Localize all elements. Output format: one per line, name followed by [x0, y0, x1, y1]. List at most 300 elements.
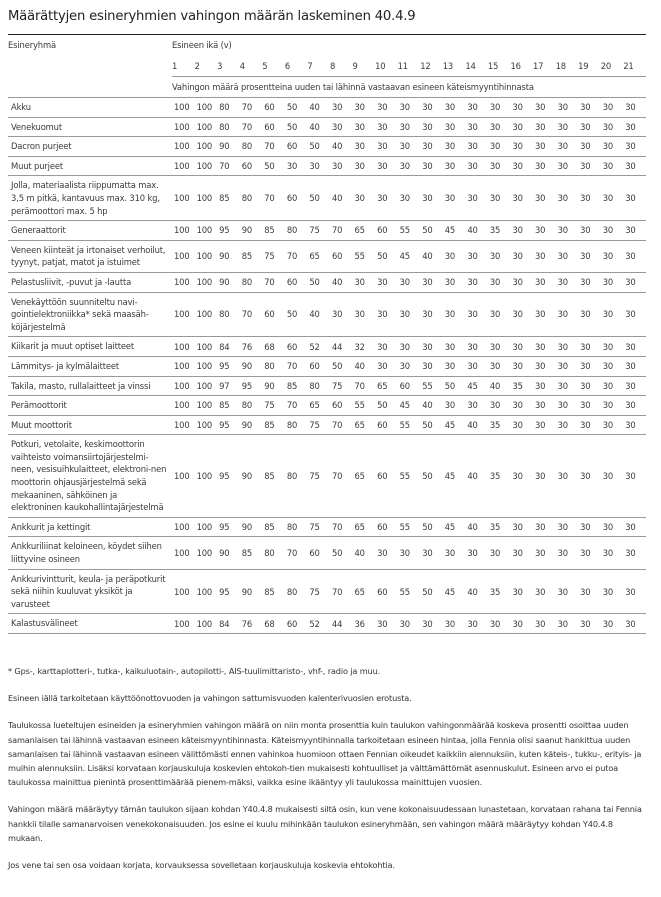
item-group-name: Akku [8, 98, 172, 118]
percentage-cell: 30 [623, 376, 646, 396]
percentage-cell: 30 [556, 376, 579, 396]
percentage-cell: 30 [398, 156, 421, 176]
age-column-label: 14 [465, 55, 488, 77]
percentage-cell: 30 [533, 517, 556, 537]
percentage-cell: 90 [240, 221, 263, 241]
percentage-cell: 100 [172, 415, 195, 435]
percentage-cell: 35 [488, 435, 511, 518]
percentage-cell: 100 [195, 292, 218, 337]
table-subtitle: Vahingon määrä prosentteina uuden tai lähinnä vastaavan esineen käteismyyntihinnasta [172, 77, 646, 98]
percentage-cell: 30 [533, 614, 556, 634]
percentage-cell: 30 [420, 537, 443, 569]
table-row [8, 537, 646, 569]
percentage-cell: 30 [510, 240, 533, 272]
percentage-cell: 30 [578, 356, 601, 376]
percentage-cell: 85 [262, 569, 285, 614]
percentage-cell: 30 [488, 137, 511, 157]
percentage-cell: 30 [510, 396, 533, 416]
percentage-cell: 30 [601, 221, 624, 241]
table-row [8, 415, 646, 435]
percentage-cell: 30 [601, 415, 624, 435]
percentage-cell: 30 [443, 156, 466, 176]
percentage-cell: 30 [623, 117, 646, 137]
percentage-cell: 90 [240, 415, 263, 435]
item-group-name: Venekäyttöön suunniteltu navi-gointielektroniikka* sekä maasäh-köjärjestelmä [8, 292, 172, 337]
percentage-cell: 30 [420, 614, 443, 634]
percentage-cell: 30 [510, 292, 533, 337]
percentage-cell: 40 [330, 272, 353, 292]
percentage-cell: 90 [217, 137, 240, 157]
page-title: Määrättyjen esineryhmien vahingon määrän laskeminen 40.4.9 [8, 9, 416, 24]
percentage-cell: 35 [488, 517, 511, 537]
percentage-cell: 65 [353, 415, 376, 435]
percentage-cell: 30 [465, 272, 488, 292]
percentage-cell: 80 [217, 98, 240, 118]
table-row [8, 517, 646, 537]
percentage-cell: 40 [307, 98, 330, 118]
percentage-cell: 30 [510, 415, 533, 435]
percentage-cell: 100 [195, 614, 218, 634]
percentage-cell: 30 [375, 156, 398, 176]
percentage-cell: 95 [217, 356, 240, 376]
percentage-cell: 30 [375, 337, 398, 357]
percentage-cell: 30 [420, 117, 443, 137]
percentage-cell: 30 [623, 415, 646, 435]
percentage-cell: 100 [195, 240, 218, 272]
percentage-cell: 90 [240, 517, 263, 537]
percentage-cell: 30 [556, 240, 579, 272]
percentage-cell: 30 [353, 156, 376, 176]
percentage-cell: 50 [420, 517, 443, 537]
percentage-cell: 30 [510, 156, 533, 176]
percentage-cell: 30 [375, 356, 398, 376]
percentage-cell: 30 [510, 614, 533, 634]
percentage-cell: 40 [420, 396, 443, 416]
percentage-cell: 30 [556, 356, 579, 376]
percentage-cell: 60 [285, 614, 308, 634]
percentage-cell: 45 [465, 376, 488, 396]
table-row [8, 376, 646, 396]
percentage-cell: 60 [262, 98, 285, 118]
percentage-cell: 100 [172, 376, 195, 396]
percentage-cell: 30 [510, 176, 533, 221]
percentage-cell: 80 [240, 272, 263, 292]
percentage-cell: 30 [623, 156, 646, 176]
header-spacer [8, 77, 172, 98]
item-group-name: Perämoottorit [8, 396, 172, 416]
percentage-cell: 30 [420, 292, 443, 337]
percentage-cell: 30 [488, 240, 511, 272]
percentage-cell: 100 [195, 337, 218, 357]
percentage-cell: 30 [578, 221, 601, 241]
percentage-cell: 76 [240, 614, 263, 634]
percentage-cell: 70 [240, 98, 263, 118]
percentage-cell: 30 [533, 435, 556, 518]
percentage-cell: 55 [398, 415, 421, 435]
percentage-cell: 80 [240, 396, 263, 416]
header-spacer [8, 55, 172, 77]
percentage-cell: 55 [420, 376, 443, 396]
percentage-cell: 100 [195, 415, 218, 435]
percentage-cell: 52 [307, 337, 330, 357]
percentage-cell: 30 [601, 569, 624, 614]
percentage-cell: 32 [353, 337, 376, 357]
percentage-cell: 30 [488, 156, 511, 176]
age-column-label: 3 [217, 55, 240, 77]
percentage-cell: 30 [330, 98, 353, 118]
percentage-cell: 30 [556, 517, 579, 537]
percentage-cell: 30 [623, 396, 646, 416]
percentage-cell: 90 [240, 435, 263, 518]
percentage-cell: 44 [330, 614, 353, 634]
percentage-cell: 100 [172, 614, 195, 634]
percentage-cell: 30 [488, 356, 511, 376]
percentage-cell: 50 [420, 569, 443, 614]
percentage-cell: 30 [578, 517, 601, 537]
percentage-cell: 80 [285, 517, 308, 537]
percentage-cell: 40 [465, 435, 488, 518]
percentage-cell: 80 [262, 537, 285, 569]
percentage-cell: 100 [172, 176, 195, 221]
percentage-cell: 30 [578, 98, 601, 118]
percentage-cell: 45 [443, 569, 466, 614]
percentage-cell: 95 [217, 435, 240, 518]
percentage-cell: 30 [353, 176, 376, 221]
percentage-cell: 30 [533, 376, 556, 396]
percentage-cell: 30 [578, 117, 601, 137]
depreciation-table [8, 34, 646, 634]
age-column-label: 16 [510, 55, 533, 77]
percentage-cell: 44 [330, 337, 353, 357]
percentage-cell: 50 [420, 415, 443, 435]
percentage-cell: 30 [375, 537, 398, 569]
percentage-cell: 30 [443, 272, 466, 292]
percentage-cell: 30 [556, 435, 579, 518]
percentage-cell: 30 [623, 221, 646, 241]
percentage-cell: 30 [443, 396, 466, 416]
percentage-cell: 30 [510, 117, 533, 137]
item-group-name: Ankkurit ja kettingit [8, 517, 172, 537]
item-group-name: Ankkuriliinat keloineen, köydet siihen liittyvine osineen [8, 537, 172, 569]
percentage-cell: 30 [510, 435, 533, 518]
percentage-cell: 30 [488, 614, 511, 634]
percentage-cell: 30 [556, 415, 579, 435]
percentage-cell: 30 [443, 356, 466, 376]
percentage-cell: 30 [623, 337, 646, 357]
percentage-cell: 52 [307, 614, 330, 634]
percentage-cell: 60 [285, 176, 308, 221]
percentage-cell: 100 [172, 435, 195, 518]
percentage-cell: 30 [533, 356, 556, 376]
item-group-name: Pelastusliivit, -puvut ja -lautta [8, 272, 172, 292]
percentage-cell: 50 [307, 137, 330, 157]
table-row [8, 221, 646, 241]
percentage-cell: 95 [240, 376, 263, 396]
table-row [8, 614, 646, 634]
percentage-cell: 70 [217, 156, 240, 176]
percentage-cell: 85 [262, 435, 285, 518]
percentage-cell: 65 [307, 396, 330, 416]
percentage-cell: 30 [623, 614, 646, 634]
age-column-label: 10 [375, 55, 398, 77]
item-group-name: Venekuomut [8, 117, 172, 137]
percentage-cell: 100 [172, 240, 195, 272]
percentage-cell: 70 [330, 435, 353, 518]
table-row [8, 337, 646, 357]
percentage-cell: 30 [443, 117, 466, 137]
percentage-cell: 100 [195, 117, 218, 137]
percentage-cell: 70 [330, 221, 353, 241]
percentage-cell: 30 [556, 137, 579, 157]
percentage-cell: 35 [488, 569, 511, 614]
table-row [8, 435, 646, 518]
percentage-cell: 30 [420, 137, 443, 157]
percentage-cell: 30 [420, 176, 443, 221]
percentage-cell: 30 [601, 176, 624, 221]
percentage-cell: 30 [398, 117, 421, 137]
percentage-cell: 95 [217, 221, 240, 241]
percentage-cell: 30 [375, 272, 398, 292]
percentage-cell: 100 [195, 569, 218, 614]
percentage-cell: 30 [330, 117, 353, 137]
percentage-cell: 60 [262, 292, 285, 337]
percentage-cell: 65 [375, 376, 398, 396]
table-row [8, 569, 646, 614]
percentage-cell: 100 [195, 272, 218, 292]
percentage-cell: 30 [623, 569, 646, 614]
table-row [8, 176, 646, 221]
percentage-cell: 30 [556, 156, 579, 176]
percentage-cell: 30 [375, 176, 398, 221]
percentage-cell: 36 [353, 614, 376, 634]
percentage-cell: 100 [172, 292, 195, 337]
percentage-cell: 30 [533, 221, 556, 241]
percentage-cell: 30 [353, 117, 376, 137]
percentage-cell: 85 [262, 221, 285, 241]
item-group-name: Ankkurivintturit, keula- ja peräpotkurit sekä niihin kuuluvat yksiköt ja varusteet [8, 569, 172, 614]
percentage-cell: 30 [623, 98, 646, 118]
age-column-label: 18 [556, 55, 579, 77]
percentage-cell: 80 [285, 221, 308, 241]
percentage-cell: 30 [578, 537, 601, 569]
age-column-label: 1 [172, 55, 195, 77]
age-column-label: 11 [398, 55, 421, 77]
percentage-cell: 30 [510, 517, 533, 537]
percentage-cell: 30 [578, 337, 601, 357]
percentage-cell: 30 [398, 292, 421, 337]
percentage-cell: 30 [443, 337, 466, 357]
percentage-cell: 30 [465, 614, 488, 634]
percentage-cell: 30 [488, 337, 511, 357]
percentage-cell: 30 [578, 376, 601, 396]
percentage-cell: 35 [488, 415, 511, 435]
item-group-name: Potkuri, vetolaite, keskimoottorin vaihteisto voimansiirtojärjestelmi-neen, vesisuihkulaitteet, elektroni-nen moottorin ohjausjärjestelmä sekä mekaaninen, sähköinen ja elektroninen kaukohallintajärjestelmä [8, 435, 172, 518]
percentage-cell: 70 [285, 537, 308, 569]
percentage-cell: 60 [285, 137, 308, 157]
percentage-cell: 100 [172, 356, 195, 376]
footnotes [8, 663, 648, 885]
percentage-cell: 30 [623, 292, 646, 337]
percentage-cell: 30 [578, 435, 601, 518]
percentage-cell: 75 [307, 517, 330, 537]
percentage-cell: 35 [488, 221, 511, 241]
percentage-cell: 55 [353, 240, 376, 272]
percentage-cell: 65 [353, 435, 376, 518]
percentage-cell: 90 [217, 240, 240, 272]
percentage-cell: 30 [556, 337, 579, 357]
percentage-cell: 45 [398, 240, 421, 272]
age-column-label: 17 [533, 55, 556, 77]
percentage-cell: 45 [443, 221, 466, 241]
percentage-cell: 35 [510, 376, 533, 396]
percentage-cell: 30 [601, 356, 624, 376]
percentage-cell: 40 [465, 517, 488, 537]
percentage-cell: 60 [398, 376, 421, 396]
age-column-label: 15 [488, 55, 511, 77]
age-column-header: Esineen ikä (v) [172, 40, 232, 50]
percentage-cell: 80 [217, 292, 240, 337]
percentage-cell: 30 [398, 176, 421, 221]
percentage-cell: 85 [240, 537, 263, 569]
table-header [8, 35, 646, 98]
age-column-label: 6 [285, 55, 308, 77]
percentage-cell: 30 [578, 614, 601, 634]
percentage-cell: 30 [465, 156, 488, 176]
age-column-label: 9 [353, 55, 376, 77]
percentage-cell: 70 [330, 569, 353, 614]
repair-note: Jos vene tai sen osa voidaan korjata, korvauksessa sovelletaan korjauskuluja koskevia ehtokohtia. [8, 860, 395, 871]
percentage-cell: 30 [465, 356, 488, 376]
percentage-cell: 100 [172, 137, 195, 157]
percentage-cell: 30 [443, 614, 466, 634]
percentage-cell: 55 [398, 221, 421, 241]
percentage-cell: 30 [420, 272, 443, 292]
percentage-cell: 100 [172, 272, 195, 292]
percentage-cell: 100 [195, 396, 218, 416]
percentage-cell: 45 [398, 396, 421, 416]
percentage-cell: 30 [623, 435, 646, 518]
percentage-cell: 84 [217, 614, 240, 634]
percentage-cell: 30 [601, 537, 624, 569]
percentage-cell: 30 [556, 98, 579, 118]
percentage-cell: 70 [262, 272, 285, 292]
percentage-cell: 70 [330, 517, 353, 537]
percentage-cell: 30 [398, 337, 421, 357]
percentage-cell: 30 [510, 98, 533, 118]
percentage-cell: 30 [578, 415, 601, 435]
percentage-cell: 68 [262, 337, 285, 357]
percentage-cell: 100 [195, 517, 218, 537]
percentage-cell: 76 [240, 337, 263, 357]
percentage-cell: 50 [375, 396, 398, 416]
percentage-cell: 95 [217, 569, 240, 614]
percentage-cell: 100 [172, 337, 195, 357]
percentage-cell: 30 [443, 137, 466, 157]
age-column-label: 12 [420, 55, 443, 77]
percentage-cell: 30 [353, 98, 376, 118]
percentage-cell: 30 [488, 272, 511, 292]
percentage-cell: 30 [375, 117, 398, 137]
percentage-cell: 50 [420, 221, 443, 241]
percentage-cell: 50 [307, 176, 330, 221]
percentage-cell: 65 [353, 517, 376, 537]
percentage-cell: 30 [601, 240, 624, 272]
percentage-cell: 40 [330, 176, 353, 221]
percentage-cell: 40 [465, 415, 488, 435]
percentage-cell: 100 [195, 435, 218, 518]
percentage-cell: 30 [285, 156, 308, 176]
item-group-name: Generaattorit [8, 221, 172, 241]
percentage-cell: 30 [556, 396, 579, 416]
percentage-cell: 30 [307, 156, 330, 176]
percentage-cell: 100 [172, 117, 195, 137]
percentage-cell: 60 [375, 415, 398, 435]
percentage-cell: 85 [262, 415, 285, 435]
table-body [8, 98, 646, 634]
percentage-cell: 40 [353, 356, 376, 376]
percentage-cell: 68 [262, 614, 285, 634]
percentage-cell: 80 [262, 356, 285, 376]
percentage-cell: 30 [601, 98, 624, 118]
percentage-cell: 60 [262, 117, 285, 137]
percentage-cell: 75 [262, 396, 285, 416]
percentage-cell: 60 [285, 337, 308, 357]
percentage-cell: 75 [307, 415, 330, 435]
percentage-cell: 30 [533, 176, 556, 221]
percentage-cell: 85 [240, 240, 263, 272]
percentage-cell: 30 [578, 569, 601, 614]
percentage-cell: 90 [262, 376, 285, 396]
percentage-cell: 50 [330, 356, 353, 376]
percentage-cell: 30 [623, 537, 646, 569]
percentage-cell: 55 [353, 396, 376, 416]
percentage-cell: 30 [420, 356, 443, 376]
age-column-label: 8 [330, 55, 353, 77]
table-row [8, 272, 646, 292]
percentage-cell: 30 [601, 396, 624, 416]
percentage-cell: 45 [443, 435, 466, 518]
percentage-cell: 30 [623, 517, 646, 537]
percentage-cell: 60 [307, 537, 330, 569]
percentage-cell: 40 [465, 569, 488, 614]
percentage-cell: 70 [353, 376, 376, 396]
percentage-cell: 70 [285, 356, 308, 376]
percentage-cell: 30 [623, 240, 646, 272]
percentage-cell: 30 [623, 176, 646, 221]
percentage-cell: 30 [420, 337, 443, 357]
percentage-cell: 95 [217, 415, 240, 435]
percentage-cell: 30 [533, 98, 556, 118]
percentage-cell: 100 [195, 221, 218, 241]
percentage-cell: 30 [533, 292, 556, 337]
percentage-cell: 30 [465, 292, 488, 337]
percentage-cell: 55 [398, 517, 421, 537]
percentage-cell: 40 [307, 117, 330, 137]
percentage-cell: 30 [398, 537, 421, 569]
percentage-cell: 30 [578, 156, 601, 176]
percentage-cell: 30 [578, 240, 601, 272]
percentage-cell: 30 [488, 98, 511, 118]
item-group-name: Takila, masto, rullalaitteet ja vinssi [8, 376, 172, 396]
percentage-cell: 70 [285, 396, 308, 416]
age-column-label: 21 [623, 55, 646, 77]
item-group-name: Jolla, materiaalista riippumatta max. 3,5 m pitkä, kantavuus max. 310 kg, perämoottori max. 5 hp [8, 176, 172, 221]
percentage-cell: 70 [262, 176, 285, 221]
percentage-cell: 30 [443, 537, 466, 569]
percentage-cell: 45 [443, 415, 466, 435]
percentage-cell: 30 [488, 117, 511, 137]
percentage-cell: 30 [465, 176, 488, 221]
